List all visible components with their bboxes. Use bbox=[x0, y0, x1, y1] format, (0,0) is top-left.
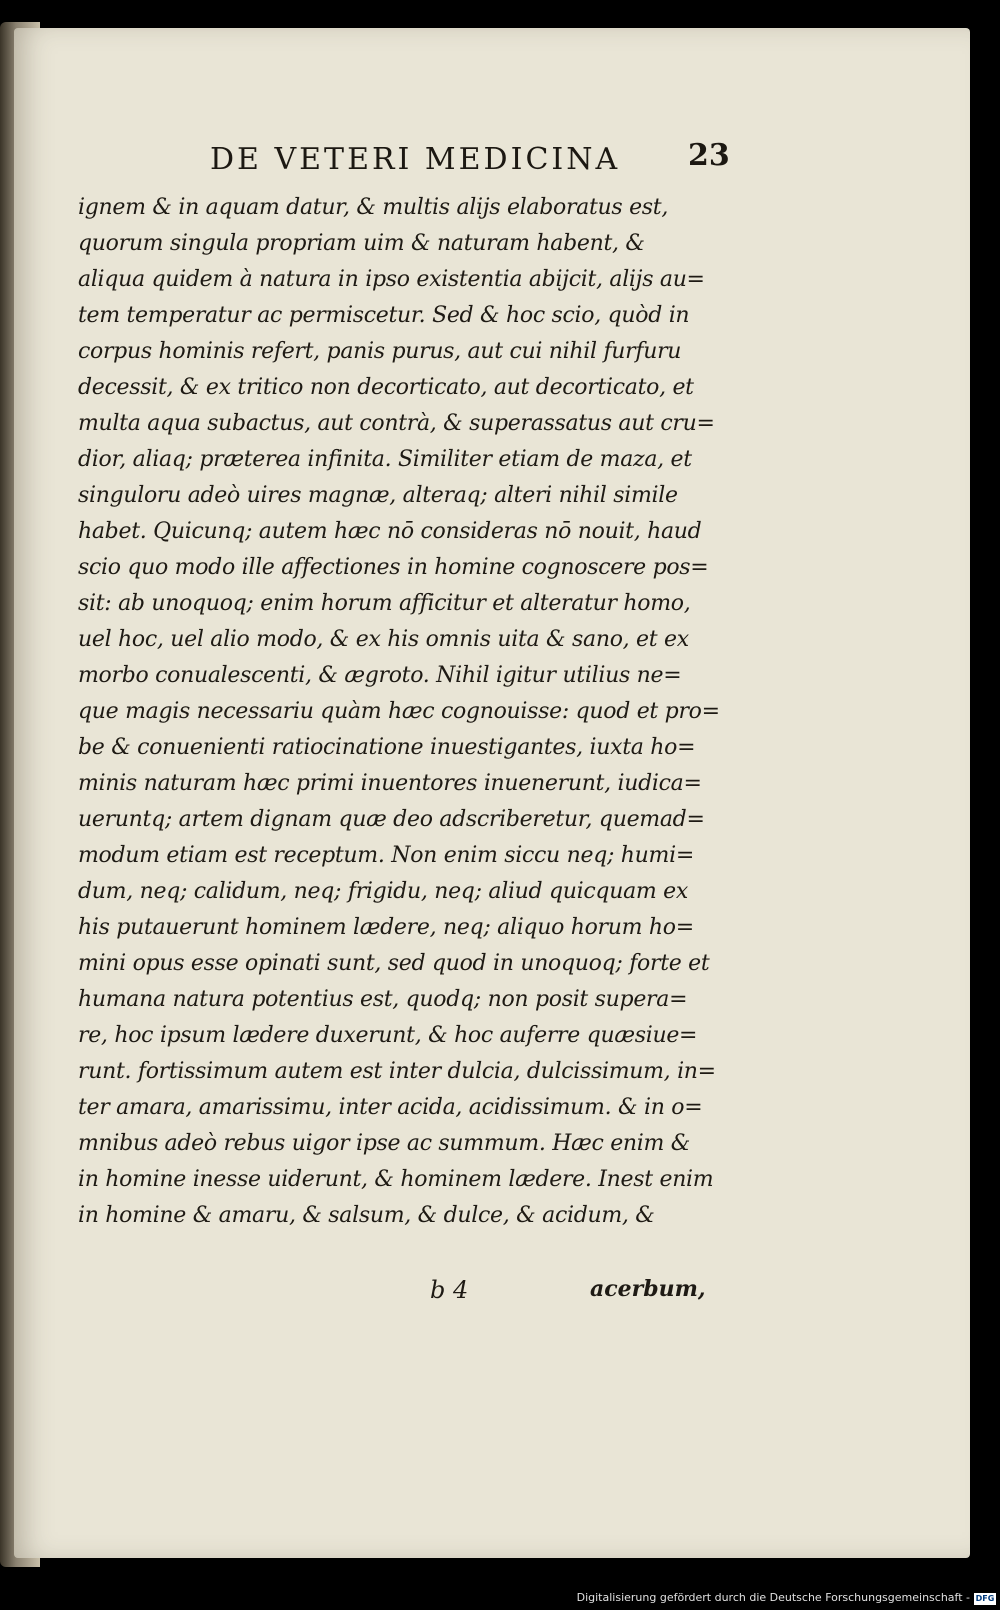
text-line: dior, aliaq; præterea infinita. Similiter etiam de maza, et bbox=[78, 447, 692, 472]
text-line: modum etiam est receptum. Non enim siccu neq; humi= bbox=[78, 843, 694, 868]
text-line: be & conuenienti ratiocinatione inuestigantes, iuxta ho= bbox=[78, 735, 696, 760]
catchword: acerbum, bbox=[590, 1276, 706, 1302]
text-line: ignem & in aquam datur, & multis alijs elaboratus est, bbox=[78, 195, 669, 220]
text-line: corpus hominis refert, panis purus, aut cui nihil furfuru bbox=[78, 339, 682, 364]
text-line: ueruntq; artem dignam quæ deo adscriberetur, quemad= bbox=[78, 807, 705, 832]
text-line: sit: ab unoquoq; enim horum afficitur et alteratur homo, bbox=[78, 591, 691, 616]
running-title: DE VETERI MEDICINA bbox=[210, 142, 621, 177]
text-line: habet. Quicunq; autem hæc nō consideras nō nouit, haud bbox=[78, 519, 702, 544]
text-line: mnibus adeò rebus uigor ipse ac summum. Hæc enim & bbox=[78, 1131, 691, 1156]
text-line: humana natura potentius est, quodq; non posit supera= bbox=[78, 987, 688, 1012]
text-line: dum, neq; calidum, neq; frigidu, neq; aliud quicquam ex bbox=[78, 879, 688, 904]
text-line: que magis necessariu quàm hæc cognouisse: quod et pro= bbox=[78, 699, 720, 724]
page-number: 23 bbox=[688, 138, 730, 173]
text-line: in homine & amaru, & salsum, & dulce, & acidum, & bbox=[78, 1203, 655, 1228]
text-line: tem temperatur ac permiscetur. Sed & hoc scio, quòd in bbox=[78, 303, 690, 328]
text-line: multa aqua subactus, aut contrà, & superassatus aut cru= bbox=[78, 411, 715, 436]
text-line: ter amara, amarissimu, inter acida, acidissimum. & in o= bbox=[78, 1095, 703, 1120]
text-line: singuloru adeò uires magnæ, alteraq; alteri nihil simile bbox=[78, 483, 678, 508]
text-line: scio quo modo ille affectiones in homine cognoscere pos= bbox=[78, 555, 709, 580]
page-footer bbox=[0, 1276, 1000, 1316]
text-line: runt. fortissimum autem est inter dulcia, dulcissimum, in= bbox=[78, 1059, 716, 1084]
dfg-logo-icon: DFG bbox=[975, 1594, 995, 1603]
text-line: morbo conualescenti, & ægroto. Nihil igitur utilius ne= bbox=[78, 663, 682, 688]
text-line: decessit, & ex tritico non decorticato, aut decorticato, et bbox=[78, 375, 694, 400]
text-line: uel hoc, uel alio modo, & ex his omnis uita & sano, et ex bbox=[78, 627, 689, 652]
page-header bbox=[0, 138, 1000, 188]
credit-bar bbox=[0, 1590, 1000, 1610]
text-line: mini opus esse opinati sunt, sed quod in unoquoq; forte et bbox=[78, 951, 710, 976]
text-line: aliqua quidem à natura in ipso existentia abijcit, alijs au= bbox=[78, 267, 705, 292]
text-line: re, hoc ipsum lædere duxerunt, & hoc auferre quæsiue= bbox=[78, 1023, 698, 1048]
text-line: quorum singula propriam uim & naturam habent, & bbox=[78, 231, 645, 256]
text-line: in homine inesse uiderunt, & hominem lædere. Inest enim bbox=[78, 1167, 714, 1192]
body-text bbox=[78, 190, 728, 1234]
text-line: his putauerunt hominem lædere, neq; aliquo horum ho= bbox=[78, 915, 694, 940]
funding-credit: Digitalisierung gefördert durch die Deutsche Forschungsgemeinschaft - bbox=[576, 1591, 970, 1604]
signature-mark: b 4 bbox=[430, 1276, 469, 1304]
text-line: minis naturam hæc primi inuentores inuenerunt, iudica= bbox=[78, 771, 702, 796]
